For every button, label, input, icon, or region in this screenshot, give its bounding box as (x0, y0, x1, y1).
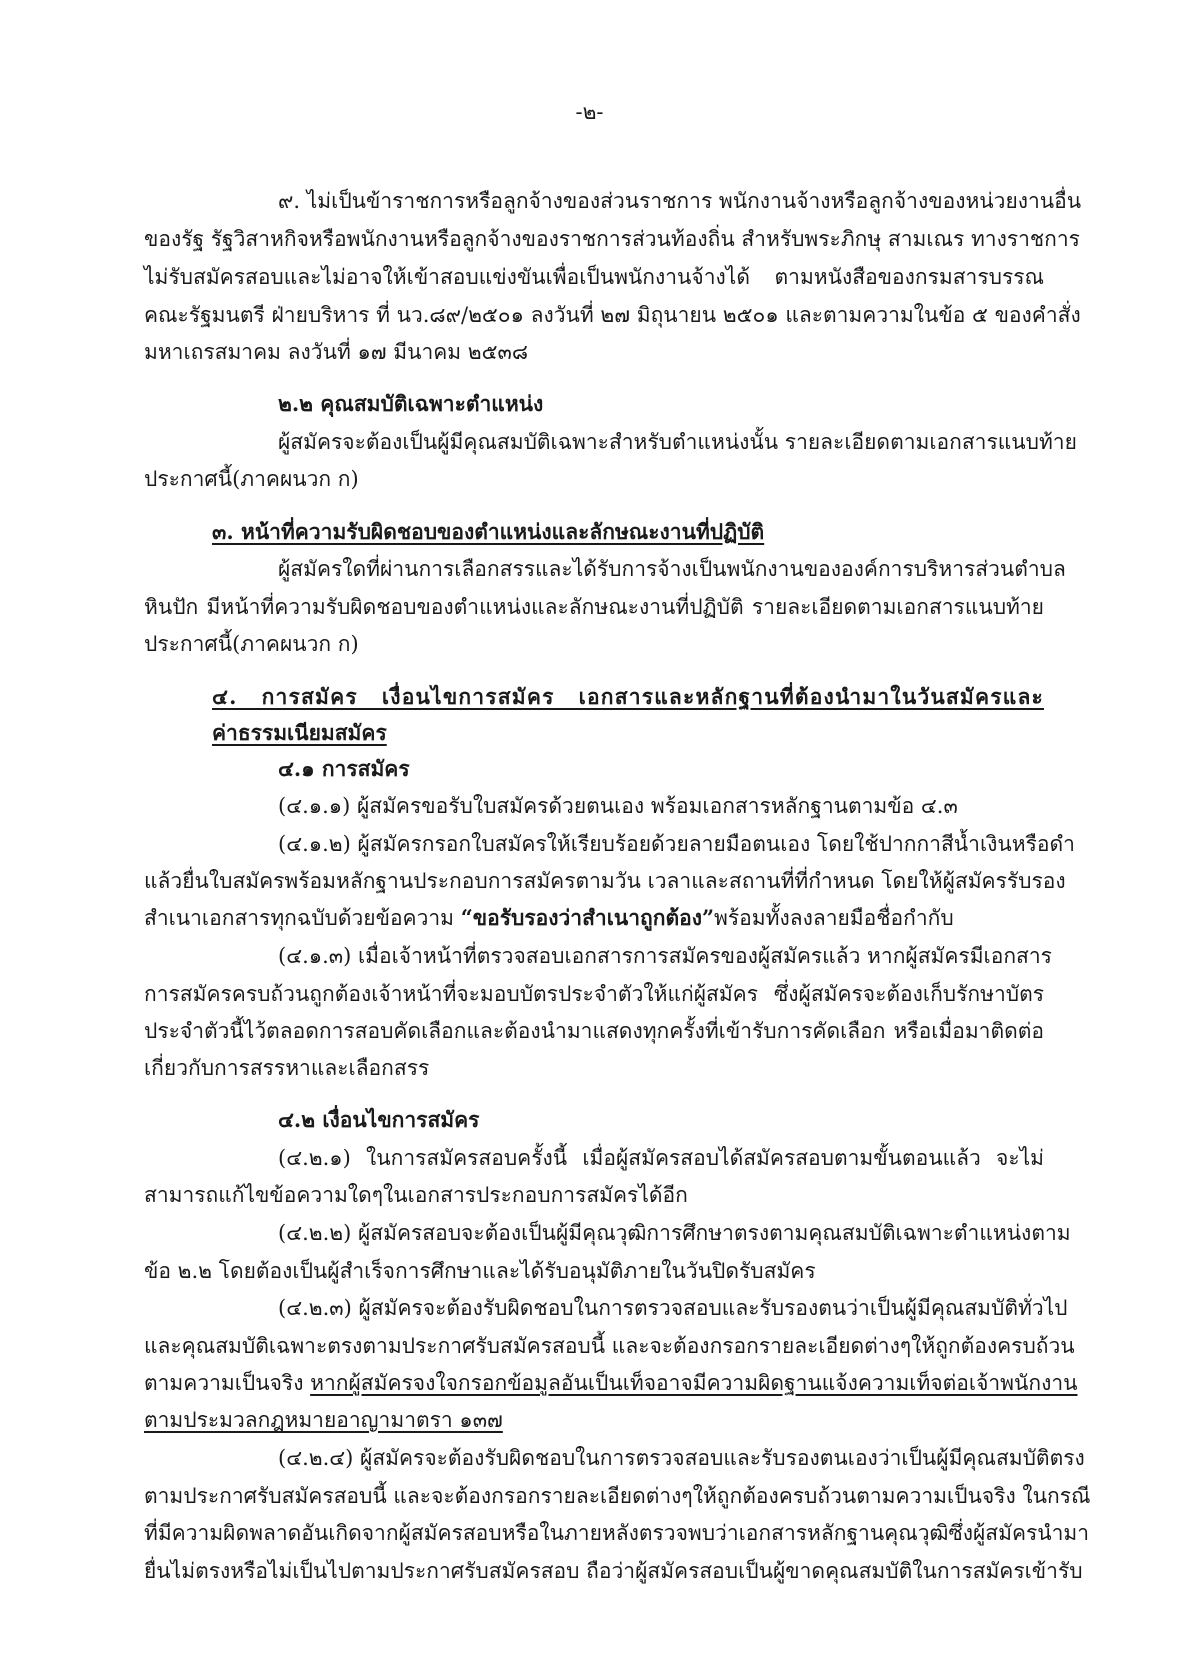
item-4-2-4-line-1: (๔.๒.๔) ผู้สมัครจะต้องรับผิดชอบในการตรวจสอบและรับรองตนเองว่าเป็นผู้มีคุณสมบัติตรง (278, 1446, 1085, 1470)
clause-9-line-4: คณะรัฐมนตรี ฝ่ายบริหาร ที่ นว.๘๙/๒๕๐๑ ลงวันที่ ๒๗ มิถุนายน ๒๕๐๑ และตามความในข้อ ๕ ของคำสั่ง (144, 303, 1081, 327)
clause-9-line-1: ๙. ไม่เป็นข้าราชการหรือลูกจ้างของส่วนราชการ พนักงานจ้างหรือลูกจ้างของหน่วยงานอื่น (278, 189, 1082, 213)
section-3-heading: ๓. หน้าที่ความรับผิดชอบของตำแหน่งและลักษณะงานที่ปฏิบัติ (212, 519, 765, 544)
item-4-2-3-line-3-text: ตามความเป็นจริง (144, 1371, 311, 1395)
item-4-1-3-line-2: การสมัครครบถ้วนถูกต้องเจ้าหน้าที่จะมอบบัตรประจำตัวให้แก่ผู้สมัคร ซึ่งผู้สมัครจะต้องเก็บรักษาบัตร (144, 982, 1044, 1006)
clause-9-line-2: ของรัฐ รัฐวิสาหกิจหรือพนักงานหรือลูกจ้างของราชการส่วนท้องถิ่น สำหรับพระภิกษุ สามเณร ทางราชการ (144, 227, 1080, 251)
item-4-2-3-line-1: (๔.๒.๓) ผู้สมัครจะต้องรับผิดชอบในการตรวจสอบและรับรองตนว่าเป็นผู้มีคุณสมบัติทั่วไป (278, 1296, 1068, 1320)
clause-9-line-3: ไม่รับสมัครสอบและไม่อาจให้เข้าสอบแข่งขันเพื่อเป็นพนักงานจ้างได้ ตามหนังสือของกรมสารบรรณ (144, 265, 1044, 289)
section-2-2-heading: ๒.๒ คุณสมบัติเฉพาะตำแหน่ง (278, 391, 544, 416)
section-4-heading-line-1: ๔. การสมัคร เงื่อนไขการสมัคร เอกสารและหลักฐานที่ต้องนำมาในวันสมัครและ (212, 684, 1044, 709)
item-4-2-4-line-4: ยื่นไม่ตรงหรือไม่เป็นไปตามประกาศรับสมัครสอบ ถือว่าผู้สมัครสอบเป็นผู้ขาดคุณสมบัติในการสมัครเข้ารับ (144, 1559, 1083, 1583)
item-4-2-3-line-3 (144, 1368, 1077, 1398)
section-4-heading-line-2: ค่าธรรมเนียมสมัคร (212, 720, 387, 745)
section-3-line-2: หินปัก มีหน้าที่ความรับผิดชอบของตำแหน่งและลักษณะงานที่ปฏิบัติ รายละเอียดตามเอกสารแนบท้าย (144, 595, 1044, 619)
section-4-1-heading: ๔.๑ การสมัคร (278, 756, 410, 781)
section-2-2-line-2: ประกาศนี้(ภาคผนวก ก) (144, 467, 359, 491)
section-3-line-3: ประกาศนี้(ภาคผนวก ก) (144, 632, 359, 656)
item-4-1-3-line-3: ประจำตัวนี้ไว้ตลอดการสอบคัดเลือกและต้องนำมาแสดงทุกครั้งที่เข้ารับการคัดเลือก หรือเมื่อมาติดต่อ (144, 1019, 1044, 1043)
item-4-2-2-line-2: ข้อ ๒.๒ โดยต้องเป็นผู้สำเร็จการศึกษาและได้รับอนุมัติภายในวันปิดรับสมัคร (144, 1259, 816, 1283)
item-4-2-3-line-2: และคุณสมบัติเฉพาะตรงตามประกาศรับสมัครสอบนี้ และจะต้องกรอกรายละเอียดต่างๆให้ถูกต้องครบถ้วน (144, 1334, 1075, 1358)
item-4-1-2-line-3-end: พร้อมทั้งลงลายมือชื่อกำกับ (714, 906, 954, 930)
item-4-2-3-line-4: ตามประมวลกฎหมายอาญามาตรา ๑๓๗ (144, 1408, 503, 1432)
item-4-1-2-line-1: (๔.๑.๒) ผู้สมัครกรอกใบสมัครให้เรียบร้อยด้วยลายมือตนเอง โดยใช้ปากกาสีน้ำเงินหรือดำ (278, 832, 1075, 856)
item-4-2-2-line-1: (๔.๒.๒) ผู้สมัครสอบจะต้องเป็นผู้มีคุณวุฒิการศึกษาตรงตามคุณสมบัติเฉพาะตำแหน่งตาม (278, 1221, 1071, 1245)
item-4-1-2-line-3-text: สำเนาเอกสารทุกฉบับด้วยข้อความ (144, 906, 461, 930)
clause-9-line-5: มหาเถรสมาคม ลงวันที่ ๑๗ มีนาคม ๒๕๓๘ (144, 340, 529, 364)
item-4-2-1-line-2: สามารถแก้ไขข้อความใดๆในเอกสารประกอบการสมัครได้อีก (144, 1183, 688, 1207)
section-2-2-line-1: ผู้สมัครจะต้องเป็นผู้มีคุณสมบัติเฉพาะสำหรับตำแหน่งนั้น รายละเอียดตามเอกสารแนบท้าย (278, 430, 1077, 454)
item-4-1-2-line-3 (144, 903, 954, 933)
certify-phrase: “ขอรับรองว่าสำเนาถูกต้อง” (460, 905, 715, 930)
item-4-1-1: (๔.๑.๑) ผู้สมัครขอรับใบสมัครด้วยตนเอง พร้อมเอกสารหลักฐานตามข้อ ๔.๓ (278, 794, 958, 818)
item-4-2-1-line-1: (๔.๒.๑) ในการสมัครสอบครั้งนี้ เมื่อผู้สมัครสอบได้สมัครสอบตามขั้นตอนแล้ว จะไม่ (278, 1146, 1044, 1170)
section-3-line-1: ผู้สมัครใดที่ผ่านการเลือกสรรและได้รับการจ้างเป็นพนักงานขององค์การบริหารส่วนตำบล (278, 557, 1066, 581)
item-4-1-2-line-2: แล้วยื่นใบสมัครพร้อมหลักฐานประกอบการสมัครตามวัน เวลาและสถานที่ที่กำหนด โดยให้ผู้สมัครรับรอง (144, 869, 1066, 893)
false-info-warning: หากผู้สมัครจงใจกรอกข้อมูลอันเป็นเท็จอาจมีความผิดฐานแจ้งความเท็จต่อเจ้าพนักงาน (310, 1371, 1078, 1395)
item-4-2-4-line-3: ที่มีความผิดพลาดอันเกิดจากผู้สมัครสอบหรือในภายหลังตรวจพบว่าเอกสารหลักฐานคุณวุฒิซึ่งผู้สมัครนำมา (144, 1521, 1090, 1545)
item-4-1-3-line-1: (๔.๑.๓) เมื่อเจ้าหน้าที่ตรวจสอบเอกสารการสมัครของผู้สมัครแล้ว หากผู้สมัครมีเอกสาร (278, 944, 1052, 968)
section-4-2-heading: ๔.๒ เงื่อนไขการสมัคร (278, 1107, 480, 1132)
page-number: -๒- (575, 100, 604, 124)
item-4-2-4-line-2: ตามประกาศรับสมัครสอบนี้ และจะต้องกรอกรายละเอียดต่างๆให้ถูกต้องครบถ้วนตามความเป็นจริง ในกรณี (144, 1484, 1091, 1508)
item-4-1-3-line-4: เกี่ยวกับการสรรหาและเลือกสรร (144, 1056, 430, 1080)
